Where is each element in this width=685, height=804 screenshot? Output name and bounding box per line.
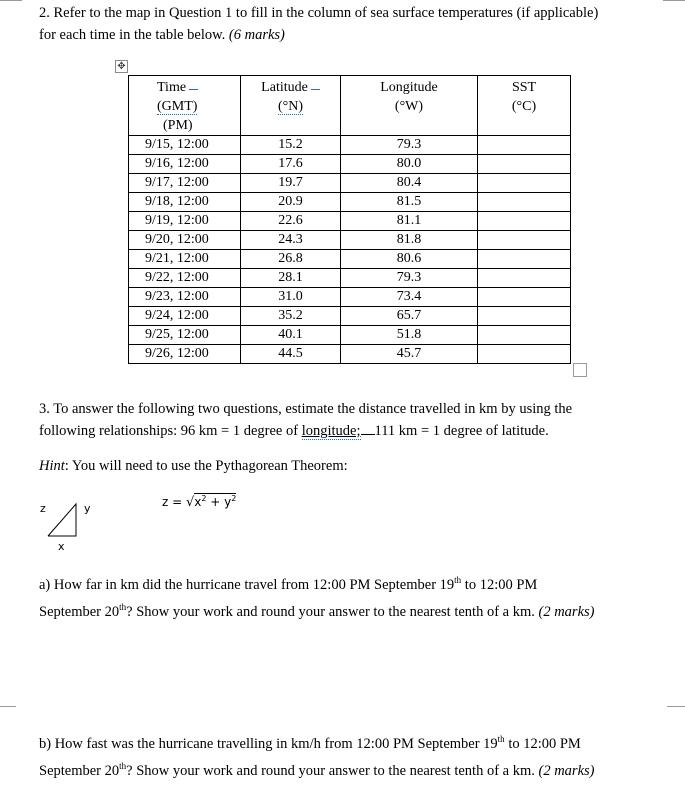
sst-cell[interactable] — [478, 193, 571, 212]
table-row — [129, 345, 571, 364]
time-cell: 9/21, 12:00 — [129, 250, 241, 269]
table-row — [129, 231, 571, 250]
sst-cell[interactable] — [478, 231, 571, 250]
longitude-cell: 81.1 — [341, 212, 478, 231]
table-row — [129, 174, 571, 193]
longitude-cell: 81.5 — [341, 193, 478, 212]
part-a: a) How far in km did the hurricane travel from 12:00 PM September 19th to 12:00 PM September 20th? Show your work and round your answer to the nearest tenth of a km. (2 marks) — [39, 575, 595, 620]
latitude-cell: 20.9 — [241, 193, 341, 212]
longitude-cell: 51.8 — [341, 326, 478, 345]
longitude-cell: 73.4 — [341, 288, 478, 307]
longitude-cell: 80.6 — [341, 250, 478, 269]
time-cell: 9/24, 12:00 — [129, 307, 241, 326]
table-move-handle-icon[interactable]: ✥ — [115, 60, 128, 73]
table-row — [129, 193, 571, 212]
latitude-cell: 24.3 — [241, 231, 341, 250]
question-2-text: 2. Refer to the map in Question 1 to fill in the column of sea surface temperatures (if applicable) — [39, 5, 599, 21]
question-3-line-2c: 111 km = 1 degree of latitude. — [374, 423, 549, 439]
sst-cell[interactable] — [478, 288, 571, 307]
latitude-cell: 17.6 — [241, 155, 341, 174]
latitude-cell: 28.1 — [241, 269, 341, 288]
page-top-edge-left — [0, 0, 22, 1]
question-3-line-2a: following relationships: 96 km = 1 degree of — [39, 423, 302, 439]
time-cell: 9/20, 12:00 — [129, 231, 241, 250]
longitude-cell: 79.3 — [341, 269, 478, 288]
question-3-line-1: 3. To answer the following two questions, estimate the distance travelled in km by using the — [39, 401, 573, 417]
triangle-shape — [48, 504, 76, 536]
table-header-row — [129, 76, 571, 136]
longitude-cell: 80.4 — [341, 174, 478, 193]
sst-cell[interactable] — [478, 269, 571, 288]
table-resize-handle[interactable] — [573, 363, 587, 377]
sst-cell[interactable] — [478, 326, 571, 345]
table-row — [129, 136, 571, 155]
hurricane-data-table — [128, 75, 571, 364]
question-3 — [39, 398, 572, 442]
section-divider-right — [667, 706, 685, 707]
section-divider-left — [0, 706, 16, 707]
table-row — [129, 326, 571, 345]
sst-cell[interactable] — [478, 212, 571, 231]
latitude-cell: 40.1 — [241, 326, 341, 345]
time-cell: 9/26, 12:00 — [129, 345, 241, 364]
sst-cell[interactable] — [478, 174, 571, 193]
part-b: b) How fast was the hurricane travelling in km/h from 12:00 PM September 19th to 12:00 PM September 20th? Show your work and round your answer to the nearest tenth of a km. (2 marks) — [39, 734, 595, 779]
latitude-cell: 19.7 — [241, 174, 341, 193]
question-3-blank — [361, 434, 375, 435]
right-triangle-figure — [36, 488, 116, 552]
question-2-marks: (6 marks) — [228, 27, 285, 43]
table-row — [129, 288, 571, 307]
time-cell: 9/17, 12:00 — [129, 174, 241, 193]
header-time: Time (GMT) (PM) — [129, 76, 241, 136]
sst-cell[interactable] — [478, 345, 571, 364]
triangle-label-z: z — [40, 502, 46, 515]
longitude-cell: 45.7 — [341, 345, 478, 364]
time-cell: 9/18, 12:00 — [129, 193, 241, 212]
sst-cell[interactable] — [478, 250, 571, 269]
longitude-cell: 80.0 — [341, 155, 478, 174]
longitude-cell: 79.3 — [341, 136, 478, 155]
hint — [39, 455, 348, 477]
hint-label: Hint — [39, 458, 65, 474]
page-top-edge-right — [663, 0, 685, 1]
table-row — [129, 155, 571, 174]
longitude-cell: 81.8 — [341, 231, 478, 250]
header-latitude: Latitude (°N) — [241, 76, 341, 136]
latitude-cell: 15.2 — [241, 136, 341, 155]
time-cell: 9/15, 12:00 — [129, 136, 241, 155]
sst-cell[interactable] — [478, 307, 571, 326]
time-cell: 9/22, 12:00 — [129, 269, 241, 288]
table-row — [129, 212, 571, 231]
latitude-cell: 44.5 — [241, 345, 341, 364]
time-cell: 9/25, 12:00 — [129, 326, 241, 345]
table-row — [129, 250, 571, 269]
sst-cell[interactable] — [478, 155, 571, 174]
latitude-cell: 22.6 — [241, 212, 341, 231]
question-2 — [39, 2, 598, 46]
time-cell: 9/16, 12:00 — [129, 155, 241, 174]
header-sst: SST (°C) — [478, 76, 571, 136]
hint-text: : You will need to use the Pythagorean Theorem: — [64, 458, 348, 474]
pythagorean-formula: $z = √x^2 + y^2$ — [162, 494, 237, 510]
latitude-cell: 35.2 — [241, 307, 341, 326]
triangle-label-x: x — [58, 540, 65, 552]
sst-cell[interactable] — [478, 136, 571, 155]
longitude-cell: 65.7 — [341, 307, 478, 326]
table-row — [129, 307, 571, 326]
latitude-cell: 31.0 — [241, 288, 341, 307]
time-cell: 9/19, 12:00 — [129, 212, 241, 231]
longitude-link: longitude; — [301, 423, 361, 439]
header-longitude: Longitude (°W) — [341, 76, 478, 136]
latitude-cell: 26.8 — [241, 250, 341, 269]
time-cell: 9/23, 12:00 — [129, 288, 241, 307]
question-2-text-cont: for each time in the table below. — [39, 27, 229, 43]
table-row — [129, 269, 571, 288]
triangle-label-y: y — [84, 502, 91, 515]
